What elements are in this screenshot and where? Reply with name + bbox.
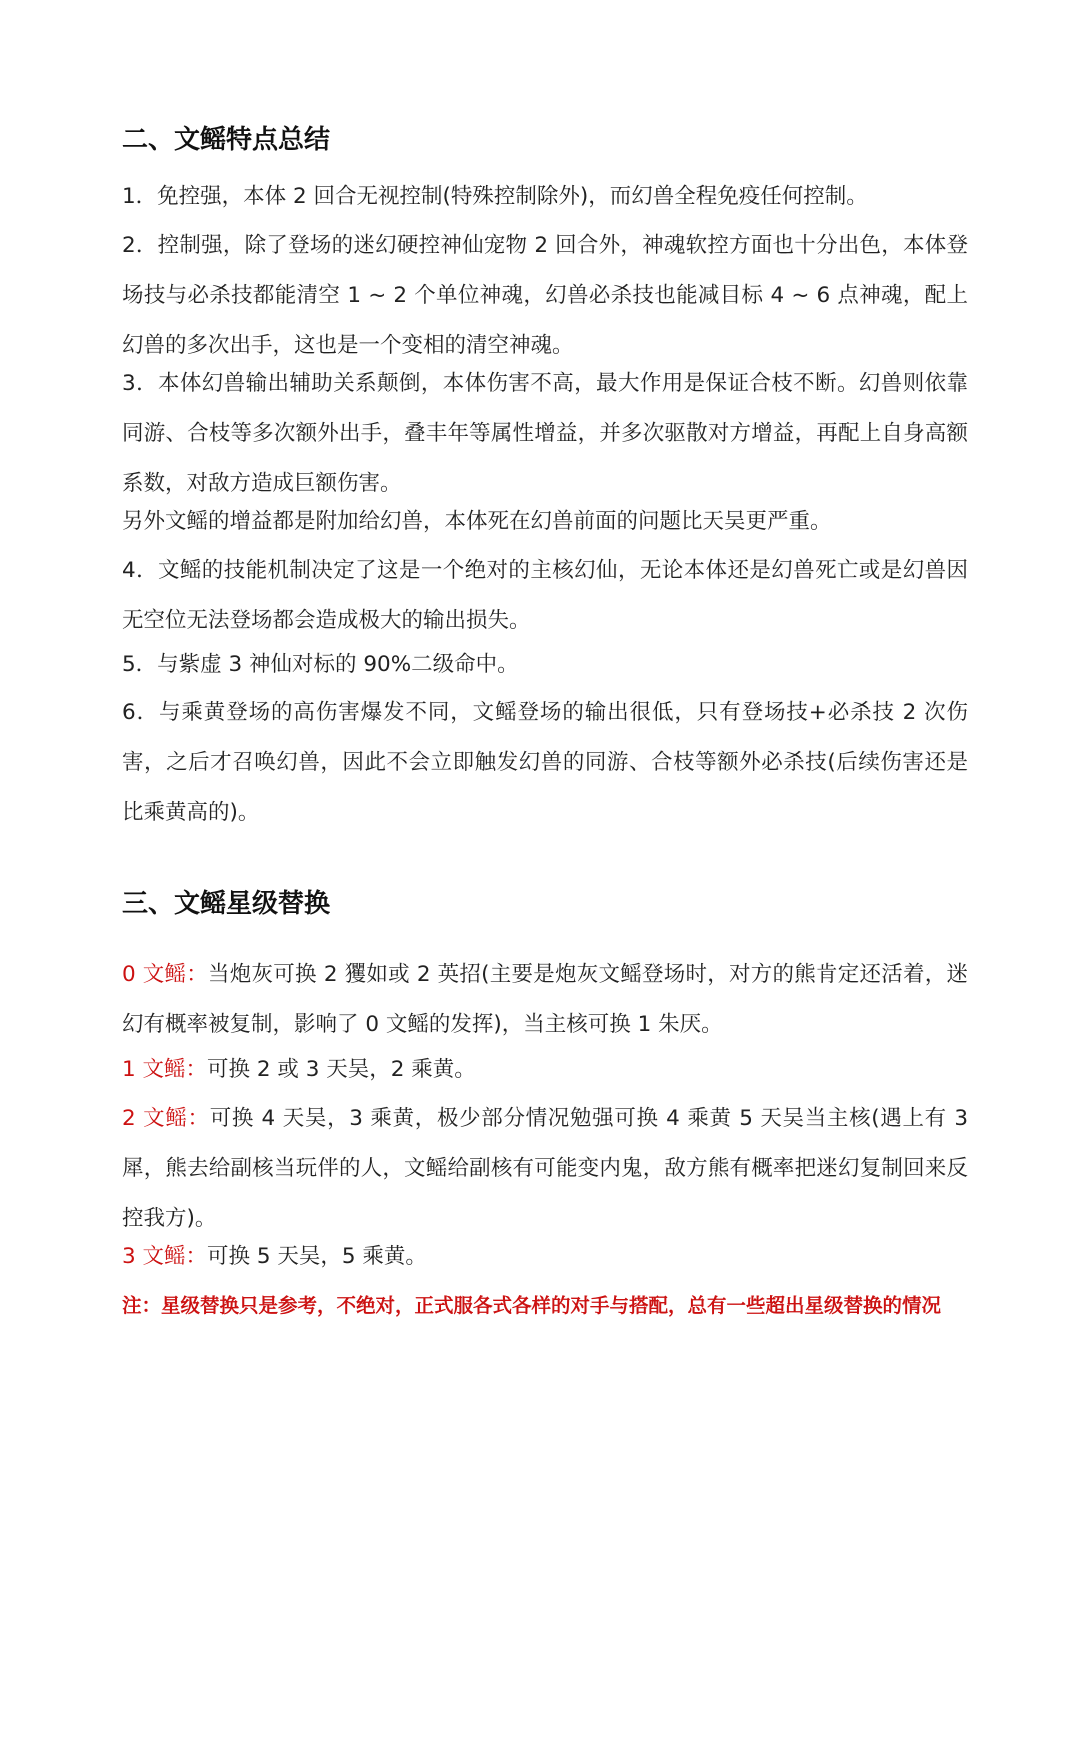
star-label-3: 3 文鳐： (122, 1244, 208, 1269)
star-replace-2 (122, 1094, 968, 1244)
star-replace-disclaimer: 注：星级替换只是参考，不绝对，正式服各式各样的对手与搭配，总有一些超出星级替换的情况 (122, 1294, 942, 1317)
star-replace-1 (122, 1045, 968, 1095)
star-replace-0 (122, 950, 968, 1050)
section-2-note: 另外文鳐的增益都是附加给幻兽，本体死在幻兽前面的问题比天吴更严重。 (122, 509, 832, 534)
star-text-0: 当炮灰可换 2 玃如或 2 英招(主要是炮灰文鳐登场时，对方的熊肯定还活着，迷幻有概率被复制，影响了 0 文鳐的发挥)，当主核可换 1 朱厌。 (122, 962, 969, 1037)
star-label-2: 2 文鳐： (122, 1106, 210, 1131)
star-text-1: 可换 2 或 3 天吴，2 乘黄。 (207, 1057, 476, 1082)
section-2-item-4: 4．文鳐的技能机制决定了这是一个绝对的主核幻仙，无论本体还是幻兽死亡或是幻兽因无空位无法登场都会造成极大的输出损失。 (122, 558, 968, 633)
star-text-3: 可换 5 天吴，5 乘黄。 (207, 1244, 427, 1269)
section-2-item-6: 6．与乘黄登场的高伤害爆发不同，文鳐登场的输出很低，只有登场技+必杀技 2 次伤害，之后才召唤幻兽，因此不会立即触发幻兽的同游、合枝等额外必杀技(后续伤害还是比乘黄高的)。 (122, 700, 968, 825)
section-3-title: 三、文鳐星级替换 (122, 889, 331, 919)
star-label-0: 0 文鳐： (122, 962, 209, 987)
star-label-1: 1 文鳐： (122, 1057, 208, 1082)
section-2-item-5: 5．与紫虚 3 神仙对标的 90%二级命中。 (122, 652, 519, 677)
star-replace-3 (122, 1232, 968, 1282)
section-2-title: 二、文鳐特点总结 (122, 125, 331, 155)
star-text-2: 可换 4 天吴，3 乘黄，极少部分情况勉强可换 4 乘黄 5 天吴当主核(遇上有 3 犀，熊去给副核当玩伴的人，文鳐给副核有可能变内鬼，敌方熊有概率把迷幻复制回来反控我方)。 (122, 1106, 968, 1231)
section-2-item-1: 1．免控强，本体 2 回合无视控制(特殊控制除外)，而幻兽全程免疫任何控制。 (122, 184, 868, 209)
section-2-item-3: 3．本体幻兽输出辅助关系颠倒，本体伤害不高，最大作用是保证合枝不断。幻兽则依靠同游、合枝等多次额外出手，叠丰年等属性增益，并多次驱散对方增益，再配上自身高额系数，对敌方造成巨额伤害。 (122, 371, 968, 496)
section-2-item-2: 2．控制强，除了登场的迷幻硬控神仙宠物 2 回合外，神魂软控方面也十分出色，本体登场技与必杀技都能清空 1 ~ 2 个单位神魂，幻兽必杀技也能减目标 4 ~ 6 点神魂，配上幻兽的多次出手，这也是一个变相的清空神魂。 (122, 233, 968, 358)
